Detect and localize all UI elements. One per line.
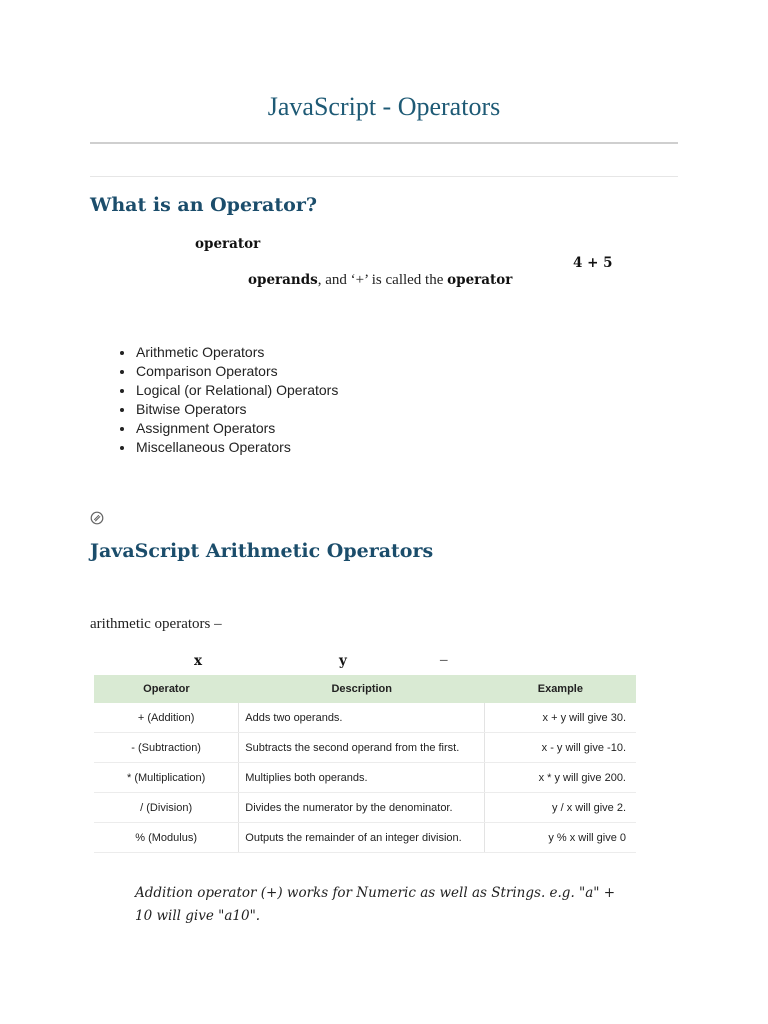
list-item: • Bitwise Operators [135, 400, 338, 419]
section-heading-arithmetic: JavaScript Arithmetic Operators [90, 540, 434, 562]
operator-cell: % (Modulus) [94, 823, 239, 853]
addition-note: Addition operator (+) works for Numeric as well as Strings. e.g. "a" + 10 will give "a10". [135, 885, 616, 924]
section-heading-what-is-operator: What is an Operator? [90, 194, 317, 216]
section-divider [90, 176, 678, 177]
list-item: • Assignment Operators [135, 419, 338, 438]
list-item: • Comparison Operators [135, 362, 338, 381]
table-row [94, 823, 636, 853]
intro-middle-text: , and ‘+’ is called the [317, 272, 448, 288]
intro-operands-term: operands [248, 272, 318, 288]
operator-cell: * (Multiplication) [94, 763, 239, 793]
table-header-row [94, 675, 636, 703]
table-row [94, 793, 636, 823]
description-cell: Subtracts the second operand from the first. [239, 733, 485, 763]
intro-operands-sentence [248, 272, 512, 289]
arithmetic-operators-table [94, 675, 636, 853]
header-description: Description [239, 675, 485, 703]
example-cell: y % x will give 0 [485, 823, 636, 853]
intro-operator-term: operator [195, 236, 261, 252]
description-cell: Divides the numerator by the denominator. [239, 793, 485, 823]
header-operator: Operator [94, 675, 239, 703]
list-item: • Miscellaneous Operators [135, 438, 338, 457]
table-row [94, 733, 636, 763]
intro-operator-term-2: operator [447, 272, 513, 288]
operator-cell: + (Addition) [94, 703, 239, 733]
operator-types-list [110, 343, 338, 457]
example-cell: x - y will give -10. [485, 733, 636, 763]
list-item: • Arithmetic Operators [135, 343, 338, 362]
table-row [94, 763, 636, 793]
example-cell: x * y will give 200. [485, 763, 636, 793]
link-icon[interactable] [90, 511, 104, 525]
list-item: • Logical (or Relational) Operators [135, 381, 338, 400]
operator-cell: / (Division) [94, 793, 239, 823]
title-divider [90, 142, 678, 144]
example-cell: y / x will give 2. [485, 793, 636, 823]
page-title: JavaScript - Operators [267, 92, 501, 121]
table-row [94, 703, 636, 733]
description-cell: Adds two operands. [239, 703, 485, 733]
description-cell: Multiplies both operands. [239, 763, 485, 793]
variable-y: y [339, 653, 347, 669]
operator-cell: - (Subtraction) [94, 733, 239, 763]
variable-x: x [194, 653, 203, 669]
example-cell: x + y will give 30. [485, 703, 636, 733]
header-example: Example [485, 675, 636, 703]
arithmetic-intro: arithmetic operators – [90, 616, 222, 632]
variable-dash: – [440, 652, 448, 668]
intro-expression: 4 + 5 [573, 255, 613, 271]
description-cell: Outputs the remainder of an integer division. [239, 823, 485, 853]
